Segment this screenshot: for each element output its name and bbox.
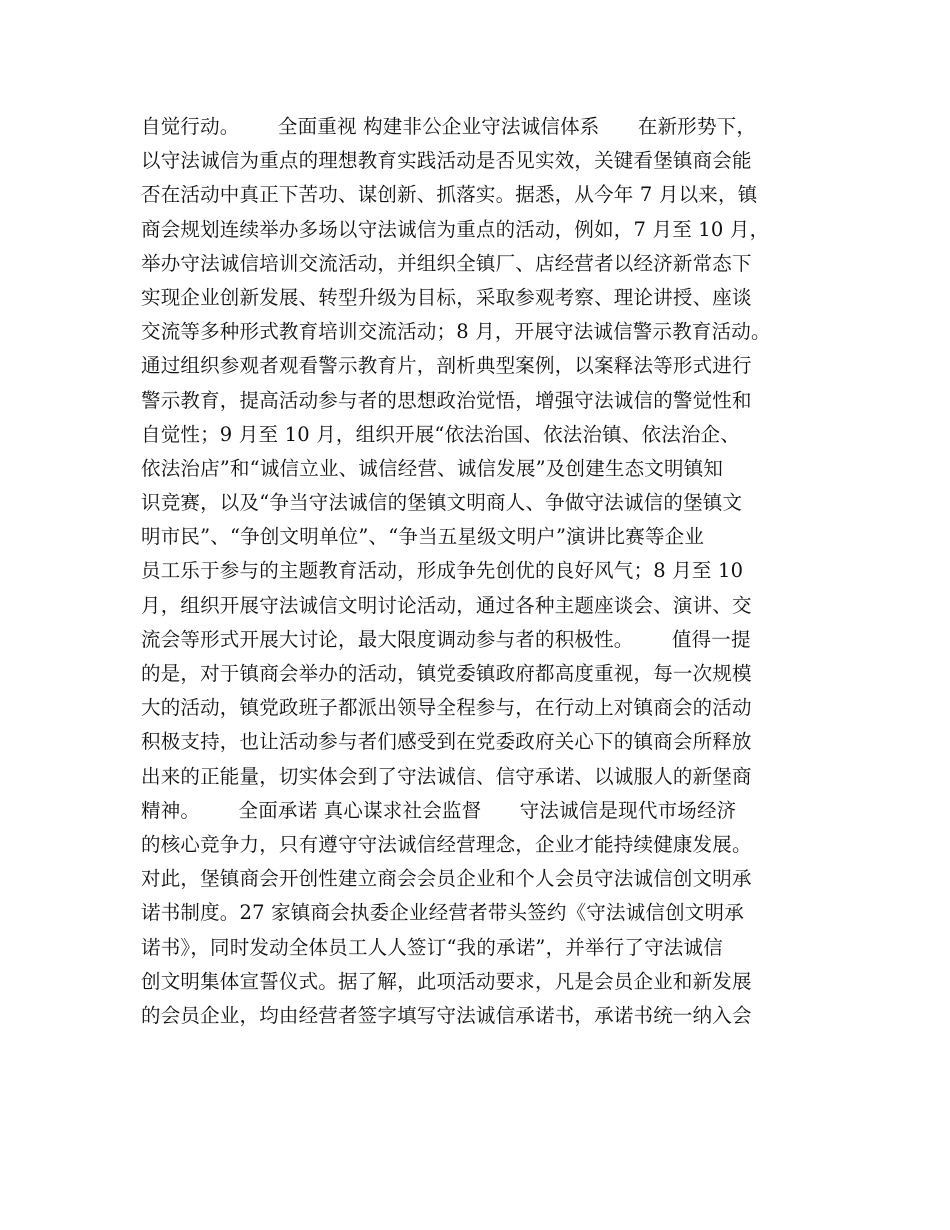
text-line: 出来的正能量，切实体会到了守法诚信、信守承诺、以诚服人的新堡商 <box>141 764 752 788</box>
text-line: 的核心竞争力，只有遵守守法诚信经营理念，企业才能持续健康发展。 <box>141 832 752 856</box>
text-line: 大的活动，镇党政班子都派出领导全程参与，在行动上对镇商会的活动 <box>141 696 752 720</box>
text-line: 通过组织参观者观看警示教育片，剖析典型案例，以案释法等形式进行 <box>141 354 752 378</box>
text-line: 月，组织开展守法诚信文明讨论活动，通过各种主题座谈会、演讲、交 <box>141 593 752 617</box>
text-line: 识竞赛，以及“争当守法诚信的堡镇文明商人、争做守法诚信的堡镇文 <box>141 491 743 515</box>
text-line: 商会规划连续举办多场以守法诚信为重点的活动，例如，7 月至 10 月， <box>141 217 770 241</box>
text-line: 诺书》，同时发动全体员工人人签订“我的承诺”，并举行了守法诚信 <box>141 935 723 959</box>
text-line: 以守法诚信为重点的理想教育实践活动是否见实效，关键看堡镇商会能 <box>141 149 752 173</box>
text-line: 交流等多种形式教育培训交流活动；8 月，开展守法诚信警示教育活动。 <box>141 320 771 344</box>
text-line: 明市民”、“争创文明单位”、“争当五星级文明户”演讲比赛等企业 <box>141 525 705 549</box>
text-line: 流会等形式开展大讨论，最大限度调动参与者的积极性。 值得一提 <box>141 627 751 651</box>
text-line: 精神。 全面承诺 真心谋求社会监督 守法诚信是现代市场经济 <box>141 798 737 822</box>
text-line: 的会员企业，均由经营者签字填写守法诚信承诺书，承诺书统一纳入会 <box>141 1003 752 1027</box>
text-line: 依法治店”和“诚信立业、诚信经营、诚信发展”及创建生态文明镇知 <box>141 456 724 480</box>
text-line: 诺书制度。27 家镇商会执委企业经营者带头签约《守法诚信创文明承 <box>141 901 744 925</box>
document-body <box>141 110 821 1033</box>
text-line: 自觉性；9 月至 10 月，组织开展“依法治国、依法治镇、依法治企、 <box>141 422 741 446</box>
text-line: 积极支持，也让活动参与者们感受到在党委政府关心下的镇商会所释放 <box>141 730 752 754</box>
text-line: 员工乐于参与的主题教育活动，形成争先创优的良好风气；8 月至 10 <box>141 559 744 583</box>
text-line: 否在活动中真正下苦功、谋创新、抓落实。据悉，从今年 7 月以来，镇 <box>141 183 758 207</box>
text-line: 实现企业创新发展、转型升级为目标，采取参观考察、理论讲授、座谈 <box>141 285 752 309</box>
text-line: 警示教育，提高活动参与者的思想政治觉悟，增强守法诚信的警觉性和 <box>141 388 752 412</box>
text-line: 的是，对于镇商会举办的活动，镇党委镇政府都高度重视，每一次规模 <box>141 662 752 685</box>
text-line: 举办守法诚信培训交流活动，并组织全镇厂、店经营者以经济新常态下 <box>141 251 752 275</box>
text-line: 对此，堡镇商会开创性建立商会会员企业和个人会员守法诚信创文明承 <box>141 867 752 891</box>
text-line: 自觉行动。 全面重视 构建非公企业守法诚信体系 在新形势下， <box>141 115 757 138</box>
text-line: 创文明集体宣誓仪式。据了解，此项活动要求，凡是会员企业和新发展 <box>141 969 752 993</box>
